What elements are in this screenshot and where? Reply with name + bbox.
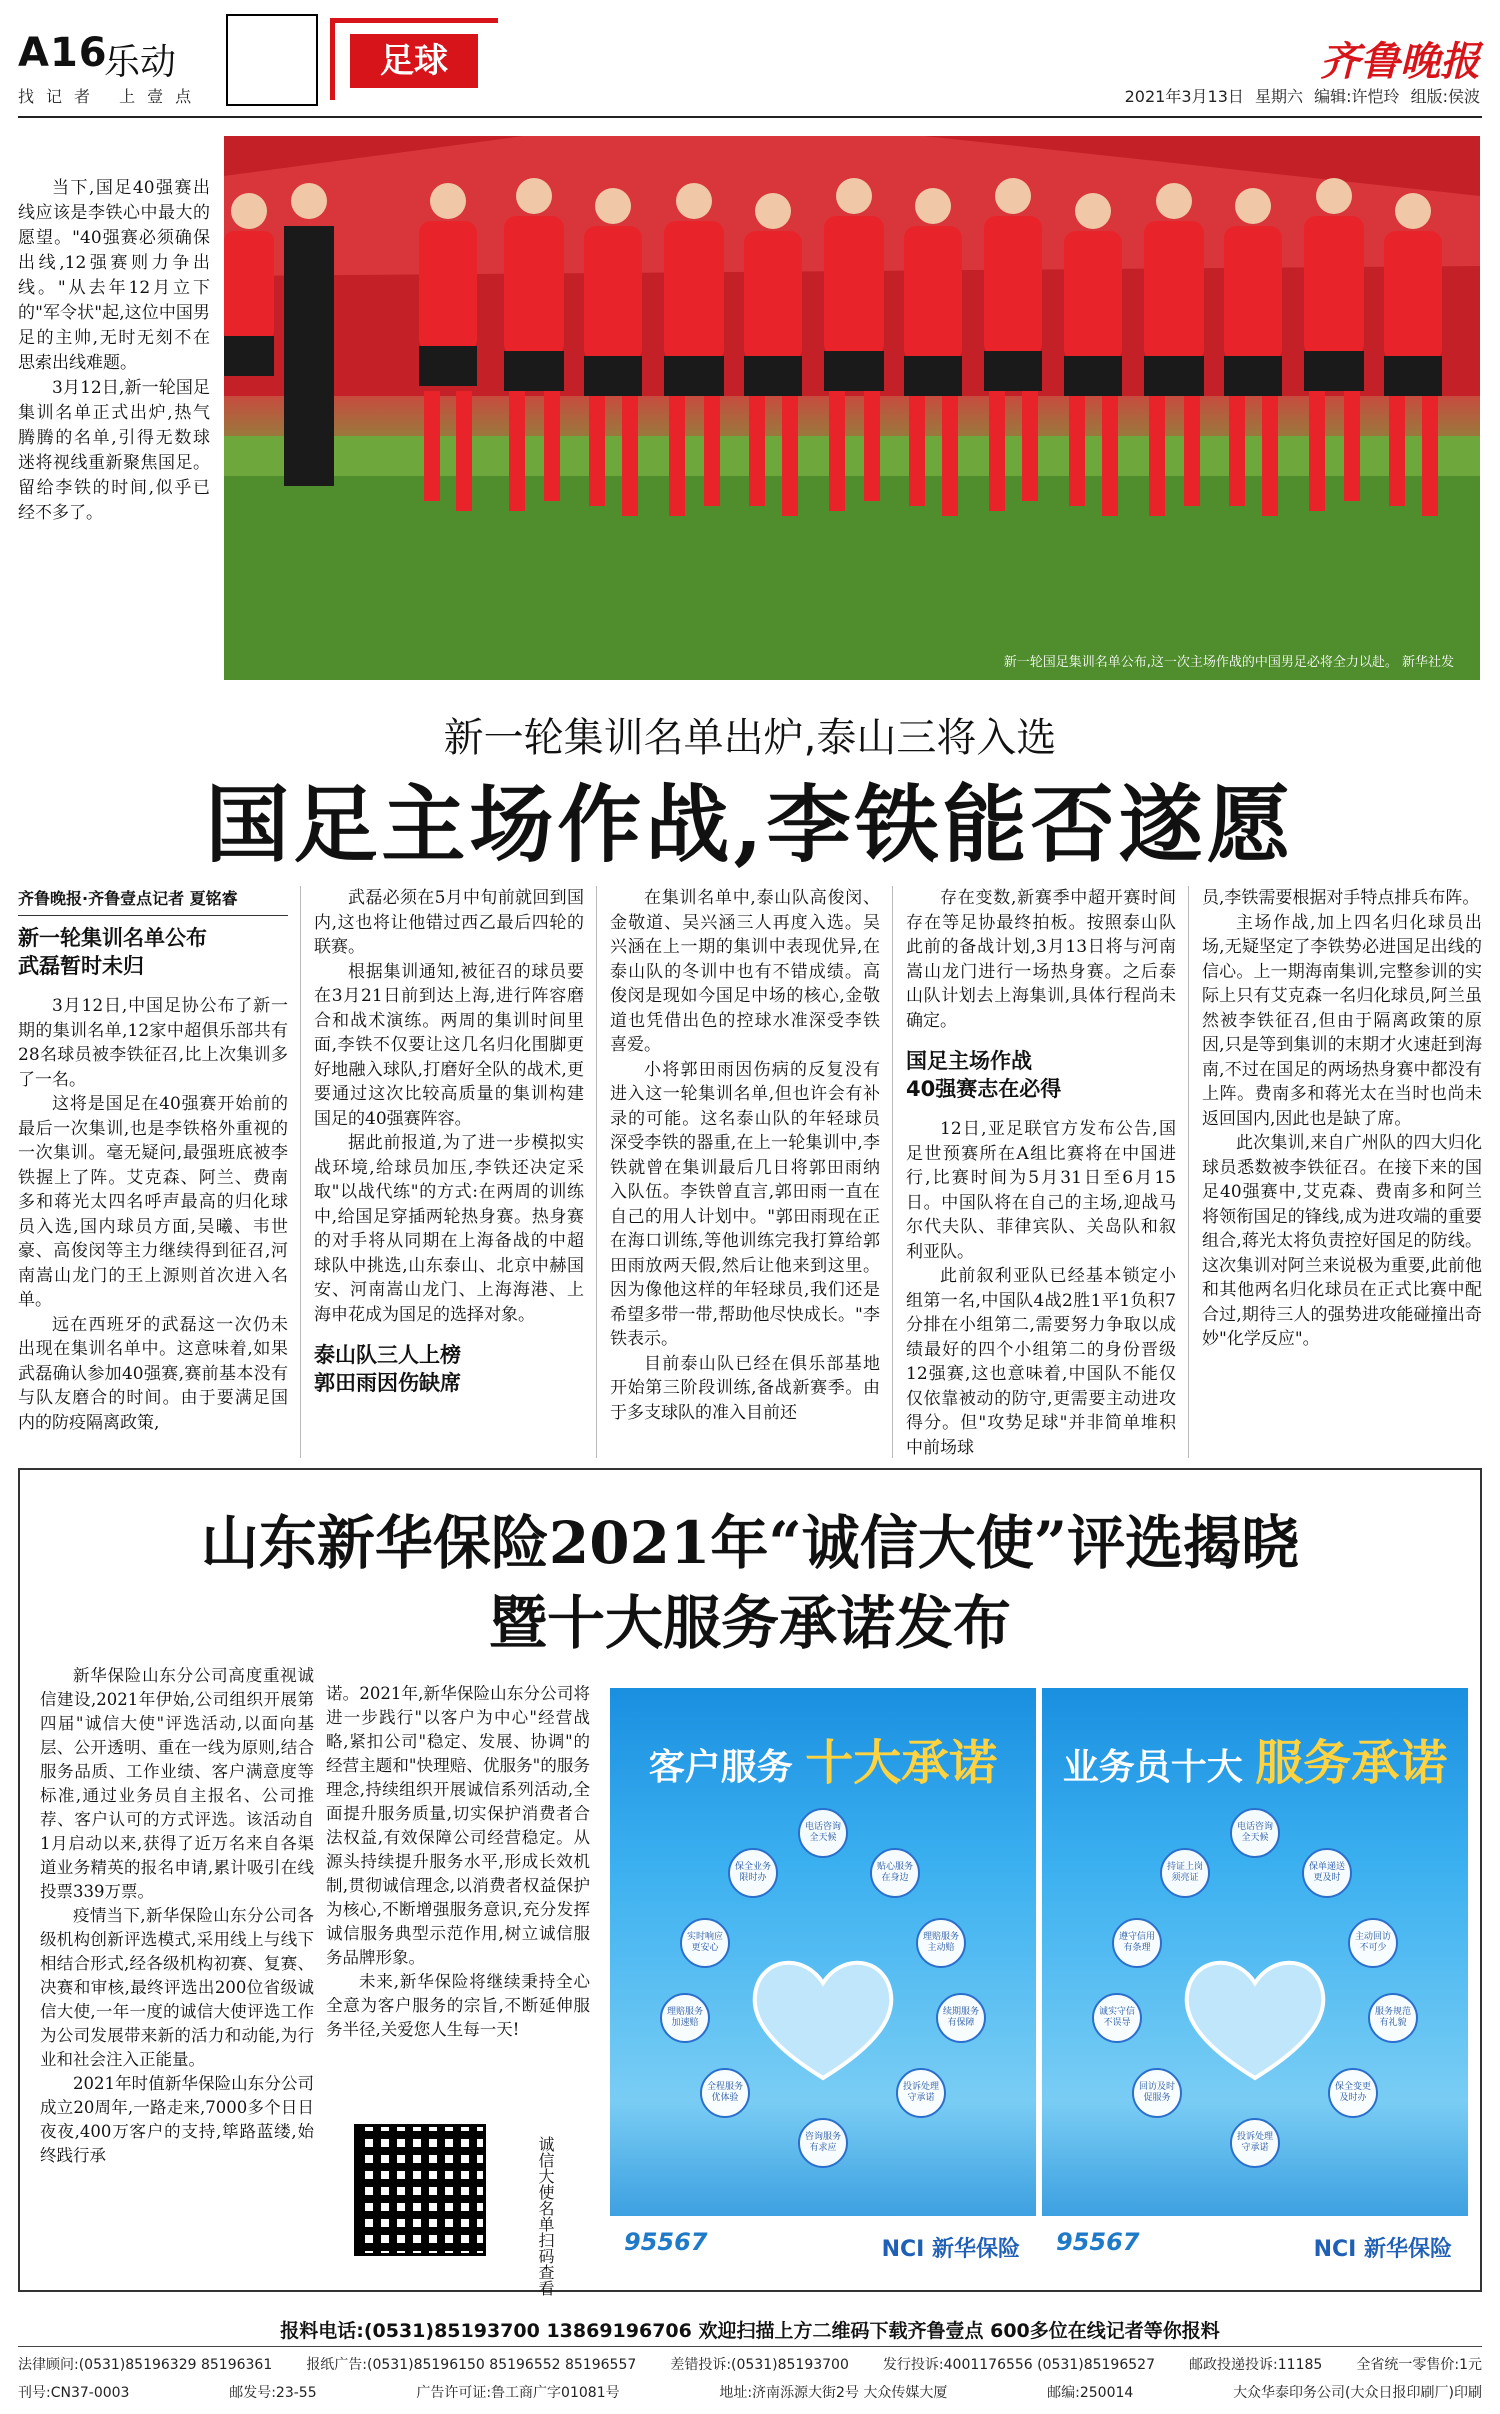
footer-item: 发行投诉:4001176556 (0531)85196527 [882,2357,1155,2373]
paragraph: 小将郭田雨因伤病的反复没有进入这一轮集训名单,但也许会有补录的可能。这名泰山队的年轻球员深受李铁的器重,在上一轮集训中,李铁就曾在集训最后几日将郭田雨纳入队伍。李铁曾直言,郭田雨一直在自己的用人计划中。"郭田雨现在正在海口训练,等他训练完我打算给郭田雨放两天假,然后让他来到这里。因为像他这样的年轻球员,我们还是希望多带一带,帮助他尽快成长。"李铁表示。 [610,1059,880,1349]
lead-intro [18,176,210,526]
article-headline: 国足主场作战,李铁能否遂愿 [205,775,1295,874]
promise-bubble: 回访及时 促服务 [1132,2068,1182,2118]
promise-bubble: 投诉处理 守承诺 [896,2068,946,2118]
poster-title-a: 客户服务 [648,1747,793,1788]
promise-bubble: 贴心服务 在身边 [870,1848,920,1898]
ad-paragraph: 诺。2021年,新华保险山东分公司将进一步践行"以客户为中心"经营战略,紧扣公司"稳定、发展、协调"的经营主题和"快理赔、优服务"的服务理念,持续组织开展诚信系列活动,全面提升服务质量,切实保护消费者合法权益,有效保障公司经营稳定。从源头持续提升服务水平,形成长效机制,贯彻诚信理念,以消费者权益保护为核心,不断增强服务意识,充分发挥诚信服务典型示范作用,树立诚信服务品牌形象。 [326,1684,590,1967]
intro-paragraph: 当下,国足40强赛出线应该是李铁心中最大的愿望。"40强赛必须确保出线,12强赛则力争出线。"从去年12月立下的"军令状"起,这位中国男足的主帅,无时无刻不在思索出线难题。 [18,178,210,373]
ad-column-1 [40,1664,314,2168]
subheading: 国足主场作战 40强赛志在必得 [906,1049,1062,1101]
ad-paragraph: 2021年时值新华保险山东分公司成立20周年,一路走来,7000多个日日夜夜,400万客户的支持,筚路蓝缕,始终践行承 [40,2074,314,2165]
article-column-4 [906,886,1176,1460]
date: 2021年3月13日 [1124,87,1244,106]
column-divider [892,886,893,1458]
promise-bubble: 咨询服务 有求应 [798,2118,848,2168]
poster-footer [610,2216,1036,2278]
poster-customer-service [610,1688,1036,2278]
promise-bubble: 电话咨询 全天候 [798,1808,848,1858]
promise-bubble: 全程服务 优体验 [700,2068,750,2118]
heart-icon [748,1948,898,2088]
footer-rule [18,2346,1482,2347]
footer-item: 刊号:CN37-0003 [18,2385,130,2401]
qr-caption: 诚信大使名单扫码查看 [536,2136,555,2296]
weekday: 星期六 [1254,87,1303,106]
poster-agent-service [1042,1688,1468,2278]
promise-bubble: 遵守信用 有条理 [1112,1918,1162,1968]
poster-footer [1042,2216,1468,2278]
poster-title-a: 业务员十大 [1062,1747,1243,1788]
hotline: 95567 [624,2228,708,2256]
footer-item: 邮政投递投诉:11185 [1189,2357,1323,2373]
paragraph: 目前泰山队已经在俱乐部基地开始第三阶段训练,备战新赛季。由于多支球队的准入目前还 [610,1353,880,1423]
footer-item: 地址:济南泺源大街2号 大众传媒大厦 [719,2385,948,2401]
article-column-3 [610,886,880,1425]
promise-bubble: 保全变更 及时办 [1328,2068,1378,2118]
ad-title: 山东新华保险2021年“诚信大使”评选揭晓 [200,1509,1300,1577]
header-qr-code[interactable] [226,14,318,106]
photo-illustration [224,136,1480,680]
article-column-5 [1202,886,1482,1352]
footer-contacts [18,2354,1482,2374]
footer-item: 邮发号:23-55 [229,2385,317,2401]
promise-bubble: 诚实守信 不误导 [1092,1993,1142,2043]
paragraph: 远在西班牙的武磊这一次仍未出现在集训名单中。这意味着,如果武磊确认参加40强赛,赛前基本没有与队友磨合的时间。由于要满足国内的防疫隔离政策, [18,1314,288,1433]
brand-logo: NCI 新华保险 [1313,2237,1452,2262]
promise-bubble: 电话咨询 全天候 [1230,1808,1280,1858]
paragraph: 武磊必须在5月中旬前就回到国内,这也将让他错过西乙最后四轮的联赛。 [314,888,584,957]
paragraph: 据此前报道,为了进一步模拟实战环境,给球员加压,李铁还决定采取"以战代练"的方式:在两周的训练中,给国足穿插两轮热身赛。热身赛的对手将从同期在上海备战的中超球队中挑选,山东泰山、北京中赫国安、河南嵩山龙门、上海海港、上海申花成为国足的选择对象。 [314,1133,584,1325]
promise-bubble: 主动回访 不可少 [1348,1918,1398,1968]
footer-imprint [18,2382,1482,2402]
masthead-logo: 齐鲁晚报 [1320,38,1480,85]
article-kicker: 新一轮集训名单出炉,泰山三将入选 [443,715,1057,761]
promise-bubble: 持证上岗 须亮证 [1160,1848,1210,1898]
promise-bubble: 理赔服务 主动赔 [916,1918,966,1968]
brand-logo: NCI 新华保险 [881,2237,1020,2262]
subheading: 泰山队三人上榜 郭田雨因伤缺席 [314,1343,461,1395]
promise-bubble: 投诉处理 守承诺 [1230,2118,1280,2168]
layout-editor: 组版:侯波 [1410,87,1480,106]
section-tag: 足球 [350,34,478,88]
footer-item: 法律顾问:(0531)85196329 85196361 [18,2357,273,2373]
byline: 齐鲁晚报·齐鲁壹点记者 夏铭睿 [18,886,288,916]
promise-bubble: 实时响应 更安心 [680,1918,730,1968]
ad-paragraph: 疫情当下,新华保险山东分公司各级机构创新评选模式,采用线上与线下相结合形式,经各级机构初赛、复赛、决赛和审核,最终评选出200位省级诚信大使,一年一度的诚信大使评选工作为公司发展带来新的活力和动能,为行业和社会注入正能量。 [40,1906,314,2069]
ad-paragraph: 未来,新华保险将继续秉持全心全意为客户服务的宗旨,不断延伸服务半径,关爱您人生每一天! [326,1972,590,2039]
paragraph: 此前叙利亚队已经基本锁定小组第一名,中国队4战2胜1平1负积7分排在小组第二,需要努力争取以成绩最好的四个小组第二的身份晋级12强赛,这也意味着,中国队不能仅仅依靠被动的防守,更需要主动进攻得分。但"攻势足球"并非简单堆积中前场球 [906,1266,1176,1458]
paragraph: 主场作战,加上四名归化球员出场,无疑坚定了李铁势必进国足出线的信心。上一期海南集训,完整参训的实际上只有艾克森一名归化球员,阿兰虽然被李铁征召,但由于隔离政策的原因,只是等到集训的末期才火速赶到海南,不过在国足的两场热身赛中都没有上阵。费南多和蒋光太在当时也尚未返回国内,因此也是缺了席。 [1202,912,1482,1129]
tip-line: 报料电话:(0531)85193700 13869196706 欢迎扫描上方二维码下载齐鲁壹点 600多位在线记者等你报料 [280,2320,1220,2342]
promise-bubble: 理赔服务 加速赔 [660,1993,710,2043]
footer-item: 差错投诉:(0531)85193700 [670,2357,849,2373]
dateline [1125,84,1480,107]
poster-title [1042,1724,1468,1793]
editor: 编辑:许恺玲 [1314,87,1400,106]
paragraph: 员,李铁需要根据对手特点排兵布阵。 [1202,888,1480,908]
footer-item: 邮编:250014 [1047,2385,1134,2401]
slogan: 找记者 上壹点 [18,87,204,106]
ad-column-2 [326,1682,590,2042]
paragraph: 这将是国足在40强赛开始前的最后一次集训,也是李铁格外重视的一次集训。毫无疑问,最强班底被李铁握上了阵。艾克森、阿兰、费南多和蒋光太四名呼声最高的归化球员入选,国内球员方面,吴曦、韦世豪、高俊闵等主力继续得到征召,河南嵩山龙门的王上源则首次进入名单。 [18,1094,288,1310]
footer-item: 报纸广告:(0531)85196150 85196552 85196557 [306,2357,637,2373]
paragraph: 12日,亚足联官方发布公告,国足世预赛所在A组比赛将在中国进行,比赛时间为5月31日至6月15日。中国队将在自己的主场,迎战马尔代夫队、菲律宾队、关岛队和叙利亚队。 [906,1119,1176,1262]
ad-subtitle: 暨十大服务承诺发布 [488,1589,1011,1657]
intro-paragraph: 3月12日,新一轮国足集训名单正式出炉,热气腾腾的名单,引得无数球迷将视线重新聚焦国足。留给李铁的时间,似乎已经不多了。 [18,378,210,523]
paragraph: 3月12日,中国足协公布了新一期的集训名单,12家中超俱乐部共有28名球员被李铁征召,比上次集训多了一名。 [18,996,288,1090]
ad-qr-code[interactable] [354,2124,486,2256]
promise-bubble: 保全业务 限时办 [728,1848,778,1898]
ad-paragraph: 新华保险山东分公司高度重视诚信建设,2021年伊始,公司组织开展第四届"诚信大使"评选活动,以面向基层、公开透明、重在一线为原则,结合服务品质、工作业绩、客户满意度等标准,通过业务员自主报名、公司推荐、客户认可的方式评选。该活动自1月启动以来,获得了近万名来自各渠道业务精英的报名申请,累计吸引在线投票339万票。 [40,1666,314,1901]
page-number: A16 [18,30,108,76]
column-divider [596,886,597,1458]
poster-title-b: 服务承诺 [1255,1735,1448,1791]
column-divider [1188,886,1189,1458]
hotline: 95567 [1056,2228,1140,2256]
footer-item: 全省统一零售价:1元 [1356,2357,1482,2373]
promise-bubble: 服务规范 有礼貌 [1368,1993,1418,2043]
paragraph: 此次集训,来自广州队的四大归化球员悉数被李铁征召。在接下来的国足40强赛中,艾克森、费南多和阿兰将领衔国足的锋线,成为进攻端的重要组合,蒋光太将负责控好国足的防线。这次集训对阿兰来说极为重要,此前他和其他两名归化球员在正式比赛中配合过,期待三人的强势进攻能碰撞出奇妙"化学反应"。 [1202,1133,1482,1349]
photo-caption: 新一轮国足集训名单公布,这一次主场作战的中国男足必将全力以赴。 新华社发 [1003,655,1454,670]
paragraph: 存在变数,新赛季中超开赛时间存在等足协最终拍板。按照泰山队此前的备战计划,3月13日将与河南嵩山龙门进行一场热身赛。之后泰山队计划去上海集训,具体行程尚未确定。 [906,888,1176,1031]
header-rule [18,116,1482,118]
section-name: 乐动 [104,42,177,83]
poster-title [610,1724,1036,1793]
paragraph: 在集训名单中,泰山队高俊闵、金敬道、吴兴涵三人再度入选。吴兴涵在上一期的集训中表现优异,在泰山队的冬训中也有不错成绩。高俊闵是现如今国足中场的核心,金敬道也凭借出色的控球水准深受李铁喜爱。 [610,888,880,1055]
promise-bubble: 续期服务 有保障 [936,1993,986,2043]
column-divider [300,886,301,1458]
team-training-photo [224,136,1480,680]
promise-bubble: 保单递送 更及时 [1302,1848,1352,1898]
subheading: 新一轮集训名单公布 武磊暂时未归 [18,926,207,978]
poster-title-b: 十大承诺 [805,1735,998,1791]
paragraph: 根据集训通知,被征召的球员要在3月21日前到达上海,进行阵容磨合和战术演练。两周的集训时间里面,李铁不仅要让这几名归化围脚更好地融入球队,打磨好全队的战术,更要通过这次比较高质量的集训构建国足的40强赛阵容。 [314,961,584,1129]
footer-item: 大众华泰印务公司(大众日报印刷厂)印刷 [1233,2385,1482,2401]
heart-icon [1180,1948,1330,2088]
article-column-2 [314,886,584,1411]
article-column-1 [18,886,288,1435]
footer-item: 广告许可证:鲁工商广字01081号 [416,2385,620,2401]
